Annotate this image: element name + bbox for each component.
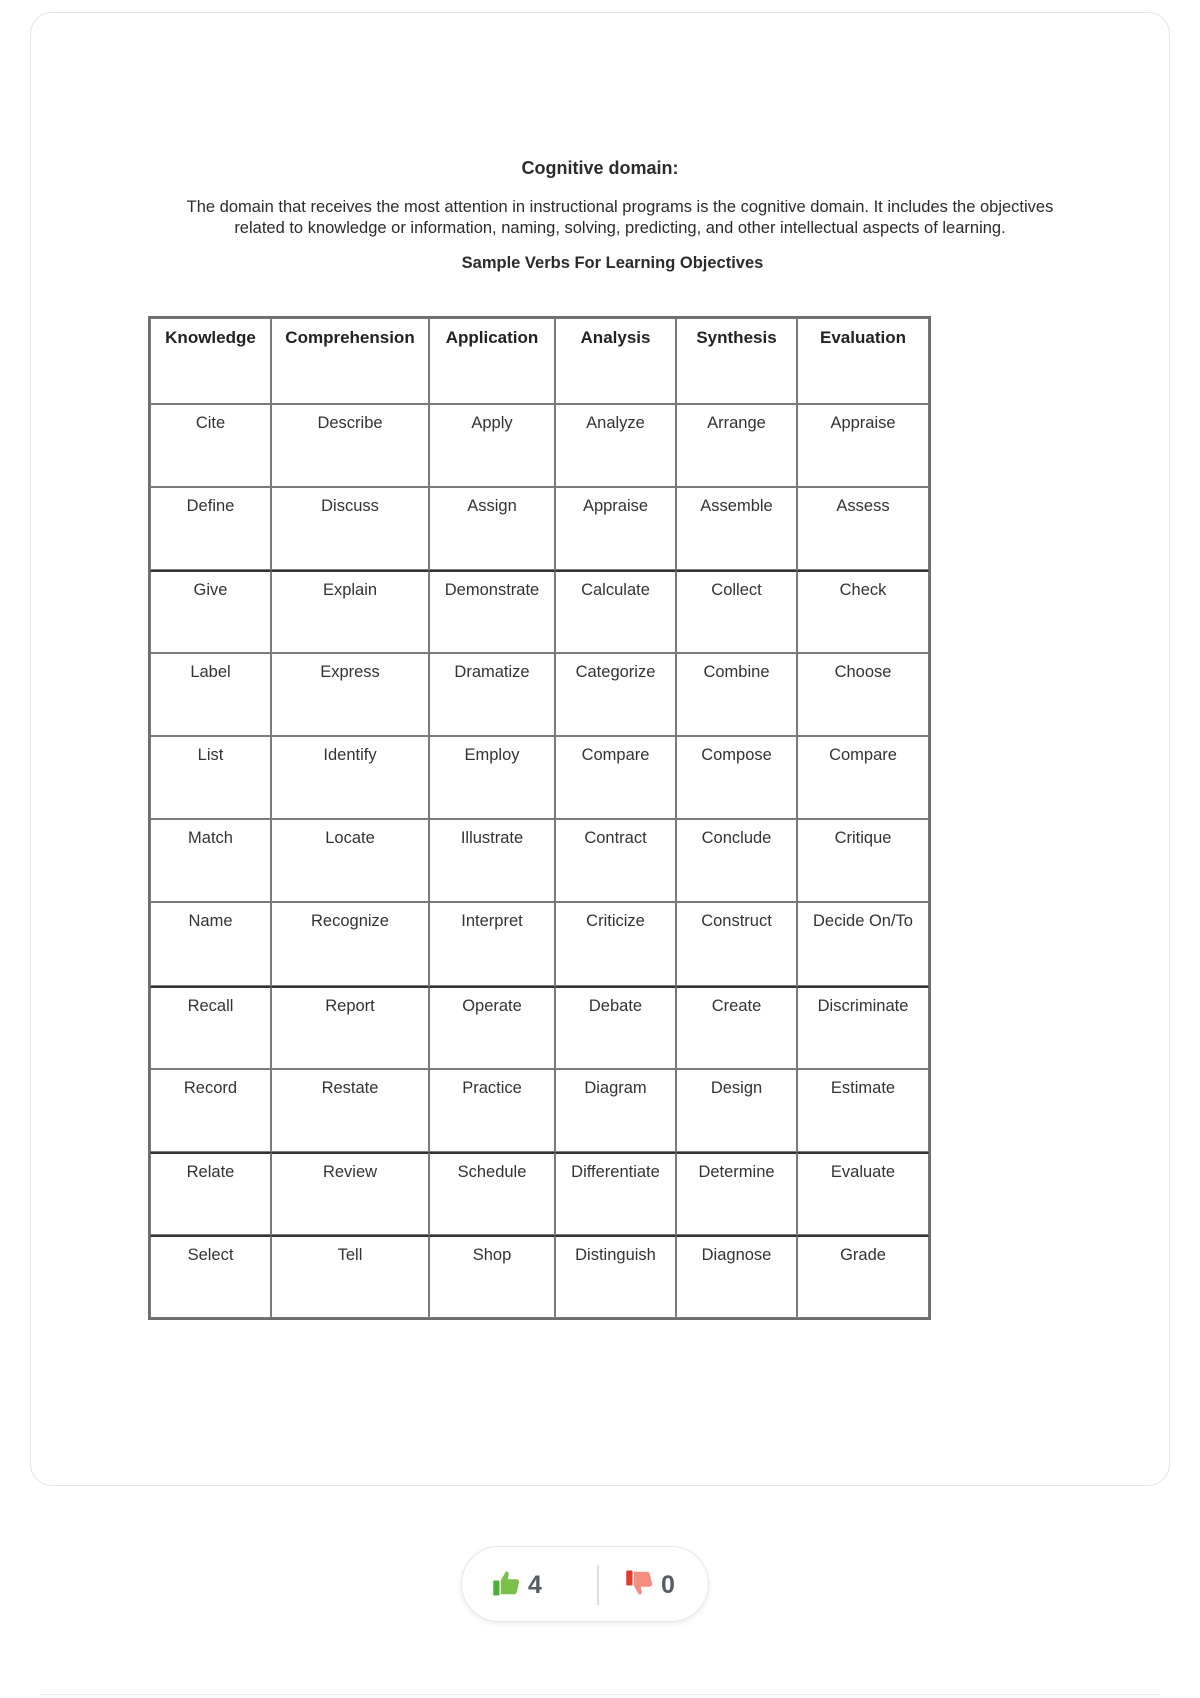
cell-evaluation: Assess [797,487,929,570]
cell-evaluation: Choose [797,653,929,736]
cell-evaluation: Appraise [797,404,929,487]
cell-application: Practice [429,1069,555,1152]
cell-knowledge: Select [150,1235,271,1318]
downvote-button[interactable] [625,1567,675,1603]
bottom-divider [40,1694,1160,1695]
cell-analysis: Analyze [555,404,676,487]
column-header-analysis: Analysis [555,318,676,404]
cell-synthesis: Combine [676,653,797,736]
cell-evaluation: Critique [797,819,929,902]
cell-comprehension: Locate [271,819,429,902]
table-row [150,653,929,736]
cell-application: Illustrate [429,819,555,902]
cell-synthesis: Compose [676,736,797,819]
cell-knowledge: Cite [150,404,271,487]
cell-synthesis: Collect [676,570,797,653]
intro-paragraph: The domain that receives the most attention in instructional programs is the cognitive domain. It includes the objectives related to knowledge or information, naming, solving, predicting, and other intellectual aspects of learning. [186,198,1054,237]
cell-analysis: Differentiate [555,1152,676,1235]
cell-knowledge: Recall [150,986,271,1069]
cell-application: Demonstrate [429,570,555,653]
table-row [150,570,929,653]
cell-analysis: Diagram [555,1069,676,1152]
column-header-knowledge: Knowledge [150,318,271,404]
cell-application: Operate [429,986,555,1069]
cell-comprehension: Review [271,1152,429,1235]
thumbs-down-icon [625,1568,655,1603]
cell-synthesis: Arrange [676,404,797,487]
cell-analysis: Debate [555,986,676,1069]
cell-analysis: Appraise [555,487,676,570]
table-row [150,487,929,570]
table-body [150,404,929,1318]
cell-application: Shop [429,1235,555,1318]
cell-analysis: Calculate [555,570,676,653]
cell-synthesis: Conclude [676,819,797,902]
table-row [150,736,929,819]
table-row [150,819,929,902]
cell-comprehension: Identify [271,736,429,819]
cell-synthesis: Construct [676,902,797,985]
cell-comprehension: Tell [271,1235,429,1318]
column-header-evaluation: Evaluation [797,318,929,404]
downvote-count: 0 [661,1570,675,1599]
vote-widget [461,1546,709,1622]
cell-knowledge: Name [150,902,271,985]
table-row [150,1152,929,1235]
cell-application: Schedule [429,1152,555,1235]
cell-synthesis: Design [676,1069,797,1152]
table-caption: Sample Verbs For Learning Objectives [461,254,764,272]
cell-comprehension: Describe [271,404,429,487]
cell-knowledge: Label [150,653,271,736]
column-header-comprehension: Comprehension [271,318,429,404]
vote-divider [597,1565,599,1605]
column-header-synthesis: Synthesis [676,318,797,404]
cell-comprehension: Restate [271,1069,429,1152]
table-row [150,1235,929,1318]
cell-knowledge: List [150,736,271,819]
cell-application: Dramatize [429,653,555,736]
cell-knowledge: Define [150,487,271,570]
cell-analysis: Distinguish [555,1235,676,1318]
cell-comprehension: Discuss [271,487,429,570]
cell-application: Assign [429,487,555,570]
table-row [150,404,929,487]
cell-comprehension: Express [271,653,429,736]
cell-knowledge: Match [150,819,271,902]
column-header-application: Application [429,318,555,404]
cell-analysis: Contract [555,819,676,902]
cell-evaluation: Check [797,570,929,653]
verbs-table [148,316,931,1320]
cell-evaluation: Compare [797,736,929,819]
cell-knowledge: Give [150,570,271,653]
table-row [150,902,929,985]
cell-application: Apply [429,404,555,487]
cell-comprehension: Explain [271,570,429,653]
cell-evaluation: Decide On/To [797,902,929,985]
cell-evaluation: Evaluate [797,1152,929,1235]
cell-knowledge: Record [150,1069,271,1152]
section-heading: Cognitive domain: [521,158,679,178]
cell-synthesis: Diagnose [676,1235,797,1318]
cell-comprehension: Report [271,986,429,1069]
cell-synthesis: Determine [676,1152,797,1235]
cell-evaluation: Discriminate [797,986,929,1069]
cell-synthesis: Create [676,986,797,1069]
table-header-row [150,318,929,404]
cell-synthesis: Assemble [676,487,797,570]
cell-knowledge: Relate [150,1152,271,1235]
table-row [150,986,929,1069]
thumbs-up-icon [492,1568,522,1603]
cell-analysis: Criticize [555,902,676,985]
upvote-button[interactable] [492,1567,542,1603]
cell-comprehension: Recognize [271,902,429,985]
cell-application: Employ [429,736,555,819]
table-row [150,1069,929,1152]
cell-evaluation: Grade [797,1235,929,1318]
cell-evaluation: Estimate [797,1069,929,1152]
cell-application: Interpret [429,902,555,985]
cell-analysis: Compare [555,736,676,819]
upvote-count: 4 [528,1570,542,1599]
cell-analysis: Categorize [555,653,676,736]
